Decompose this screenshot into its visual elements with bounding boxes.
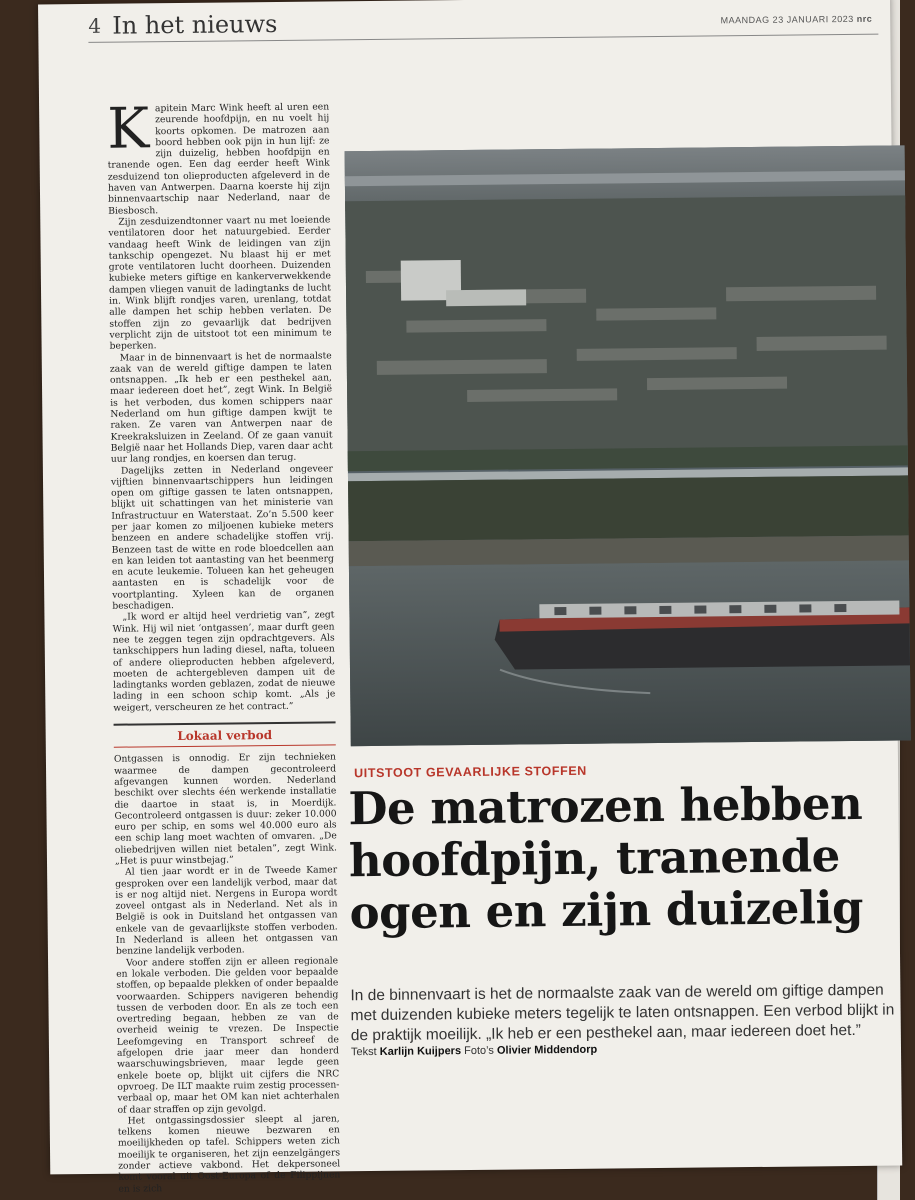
article-body-column [106,96,341,1195]
drop-cap: K [106,96,150,162]
article-paragraph: Dagelijks zetten in Nederland ongeveer vijftien binnenvaartschippers hun leidingen open om giftige gassen te laten ontsnappen, blijkt uit schattingen van het ministerie van Infrastructuur en Waterstaat. Zo’n 5.500 keer per jaar komen zo miljoenen kubieke meters benzeen en andere schadelijke stoffen vrij. Benzeen tast de witte en rode bloedcellen aan en kan leiden tot aantasting van het beenmerg en acute leukemie. Tolueen kan het geheugen aantasten en is schadelijk voor de voortplanting. Xyleen kan de organen beschadigen. [110,462,335,612]
article-paragraph: „Ik word er altijd heel verdrietig van”, zegt Wink. Hij wil niet ‘ontgassen’, maar durft geen nee te zeggen tegen zijn opdrachtgevers. Als tankschippers hun lading diesel, nafta, tolueen of andere olieproducten hebben afgeleverd, moeten de achtergebleven dampen uit de ladingtanks worden geblazen, zodat de nieuwe lading in een schoon schip komt. „Als je weigert, verscheuren ze het contract.” [112,609,336,714]
issue-date: MAANDAG 23 JANUARI 2023 nrc [720,13,873,26]
subheading-rule [114,745,336,748]
masthead-logo: nrc [856,13,873,24]
article-intro: In de binnenvaart is het de normaalste zaak van de wereld om giftige dampen met duizenden kubieke meters tegelijk te laten ontsnappen. Een verbod blijkt in de praktijk moeilijk. „Ik heb er een pesthekel aan, maar iedereen doet het.” [350,981,895,1045]
article-paragraph: Het ontgassingsdossier sleept al jaren, telkens komen nieuwe bezwaren en moeilijkheden op tafel. Schippers weten zich moeilijk te organiseren, het zijn eenzelgängers zonder actieve vakbond. Het dekpersoneel komt vooral uit Oost-Europa of de Filippijnen en is zich [117,1113,341,1195]
subheading-lokaal-verbod: Lokaal verbod [177,728,273,744]
article-paragraph: Ontgassen is onnodig. Er zijn technieken waarmee de dampen gecontroleerd afgevangen kunnen worden. Nederland beschikt over slechts één werkende installatie die daartoe in staat is, in Moerdijk. Gecontroleerd ontgassen is duur: zeker 10.000 euro per schip, en soms wel 40.000 euro als een schip lang moet wachten of omvaren. „De oliebedrijven willen niet betalen”, zegt Wink. „Het is puur winstbejag.” [113,751,337,867]
article-kicker: UITSTOOT GEVAARLIJKE STOFFEN [354,763,587,781]
aerial-photo-tanker-ship [345,145,911,746]
section-title: In het nieuws [112,9,278,40]
article-paragraph: Al tien jaar wordt er in de Tweede Kamer gesproken over een landelijk verbod, maar dat is er nog altijd niet. Nergens in Europa wordt zoveel ontgast als in Nederland. Net als in België is ook in Duitsland het ontgassen van enkele van de gevaarlijkste stoffen verboden. In Nederland is alleen het ontgassen van benzine landelijk verboden. [115,864,338,958]
newspaper-page [38,0,902,1195]
page-header [88,4,878,43]
article-paragraph: Voor andere stoffen zijn er alleen regionale en lokale verboden. Die gelden voor bepaalde stoffen, op bepaalde plekken of onder bepaalde voorwaarden. Schippers navigeren behendig tussen de verboden door. En als ze toch een overtreding begaan, hebben ze van de overheid weinig te vrezen. De Inspectie Leefomgeving en Transport schreef de afgelopen drie jaar meer dan honderd waarschuwingsbrieven, maar legde geen enkele boete op, blijkt uit cijfers die NRC opvroeg. De ILT maakte ruim zestig processen-verbaal op, maar het OM kan niet achterhalen of daar straffen op zijn gevolgd. [116,955,340,1116]
credit-photo-label: Foto’s [464,1044,494,1058]
article-credits [351,1044,597,1059]
article-paragraph: apitein Marc Wink heeft al uren een zeurende hoofdpijn, en nu voelt hij koorts opkomen. De matrozen aan boord hebben ook pijn in hun lijf: ze zijn duizelig, hebben hoofdpijn en tranende ogen. Een dag eerder heeft Wink zesduizend ton olieproducten afgeleverd in de haven van Antwerpen. Daarna koerste hij zijn binnenvaartschip naar Nederland, naar de Biesbosch. [107,101,331,217]
article-paragraph: Maar in de binnenvaart is het de normaalste zaak van de wereld giftige dampen te laten ontsnappen. „Ik heb er een pesthekel aan, maar iedereen doet het”, zegt Wink. In België is het verboden, dus komen schippers naar Nederland om hun giftige dampen kwijt te raken. Ze varen van Antwerpen naar de Kreekraksluizen in Zeeland. Of ze gaan vanuit België naar het Hollands Diep, varen daar acht uur lang rondjes, en koersen dan terug. [109,349,333,465]
article-headline: De matrozen hebben hoofdpijn, tranende ogen en zijn duizelig [348,776,864,940]
section-divider [114,721,336,725]
credit-photographer: Olivier Middendorp [496,1043,598,1057]
page-number: 4 [88,13,102,38]
credit-text-label: Tekst [350,1045,377,1059]
photo-illustration [345,145,911,746]
credit-author: Karlijn Kuijpers [379,1045,462,1058]
article-paragraph: Zijn zesduizendtonner vaart nu met loeiende ventilatoren door het natuurgebied. Eerder vandaag heeft Wink de leidingen van zijn tankschip opengezet. Nu blaast hij er met grote ventilatoren lucht doorheen. Duizenden kubieke meters giftige en kankerverwekkende dampen vliegen vanuit de ladingtanks de lucht in. Wink blijft rondjes varen, urenlang, totdat alle dampen het schip hebben verlaten. De stoffen zijn zo gevaarlijk dat bedrijven verplicht zijn de uitstoot tot een minimum te beperken. [108,214,332,352]
